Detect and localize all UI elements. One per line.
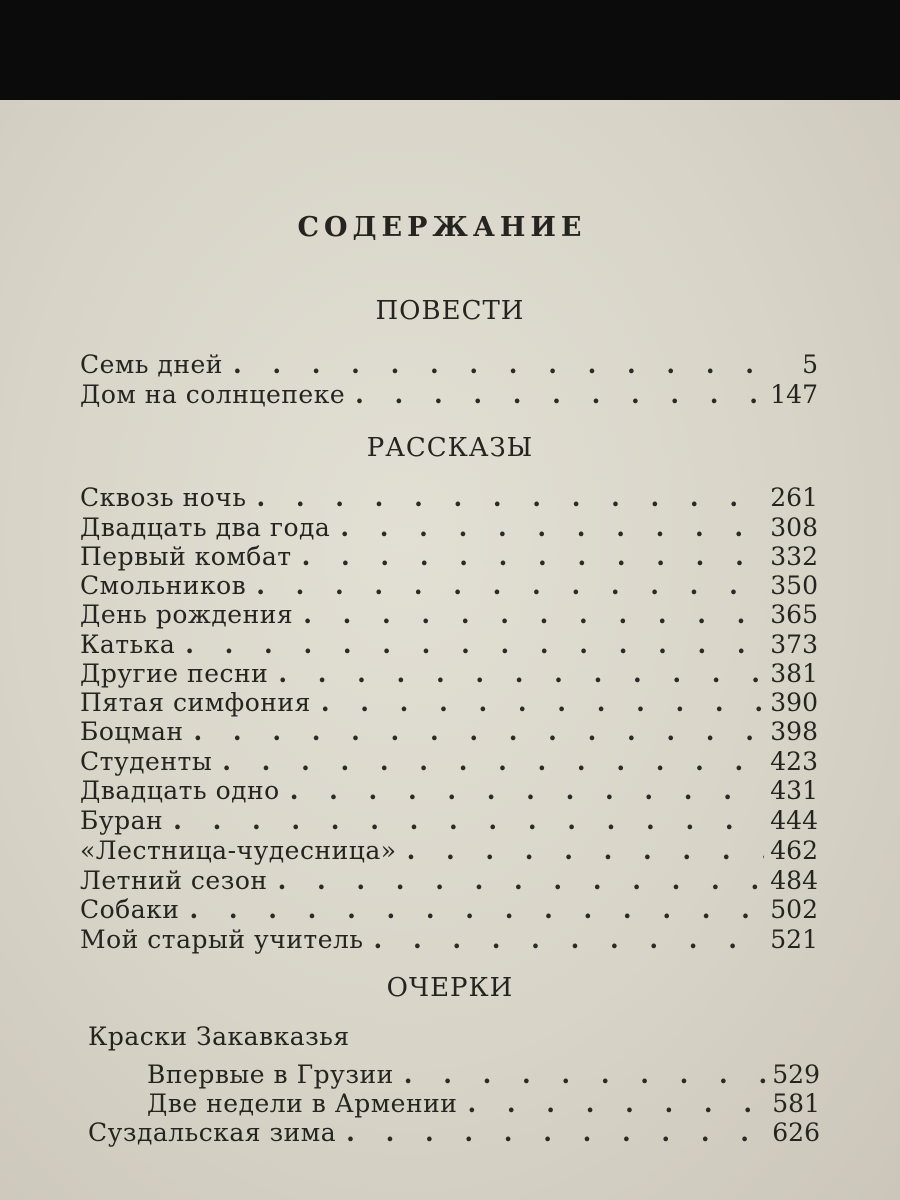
dot-leader bbox=[256, 571, 764, 601]
dot-leader bbox=[374, 925, 765, 955]
toc-entry bbox=[80, 659, 818, 689]
page-title: СОДЕРЖАНИЕ bbox=[297, 212, 587, 243]
dot-leader bbox=[278, 866, 765, 896]
toc-entry bbox=[80, 776, 818, 806]
dot-leader bbox=[321, 688, 764, 718]
dot-leader bbox=[173, 806, 764, 836]
entry-page-number: 308 bbox=[770, 513, 818, 542]
toc-entry bbox=[80, 380, 818, 410]
dot-leader bbox=[302, 542, 765, 572]
entry-title: Летний сезон bbox=[80, 866, 268, 895]
dot-leader bbox=[407, 836, 765, 866]
entry-title: Буран bbox=[80, 806, 164, 835]
entry-title: Другие песни bbox=[80, 659, 269, 688]
dot-leader bbox=[194, 717, 765, 747]
entry-title: Мой старый учитель bbox=[80, 925, 364, 954]
book-page bbox=[0, 100, 900, 1200]
entry-title: Катька bbox=[80, 630, 176, 659]
entry-page-number: 147 bbox=[770, 380, 818, 409]
entry-page-number: 484 bbox=[770, 866, 818, 895]
toc-entry bbox=[80, 925, 818, 955]
dot-leader bbox=[233, 350, 772, 380]
entry-page-number: 332 bbox=[770, 542, 818, 571]
entry-title: Сквозь ночь bbox=[80, 483, 247, 512]
entry-page-number: 261 bbox=[770, 483, 818, 512]
dot-leader bbox=[278, 659, 764, 689]
section-heading-ocherki: ОЧЕРКИ bbox=[386, 973, 514, 1003]
entry-page-number: 373 bbox=[770, 630, 818, 659]
entry-title: Суздальская зима bbox=[88, 1118, 337, 1147]
entry-title: Две недели в Армении bbox=[147, 1089, 458, 1118]
toc-subentry bbox=[147, 1060, 820, 1090]
toc-entry bbox=[80, 806, 818, 836]
entry-page-number: 444 bbox=[770, 806, 818, 835]
entry-title: «Лестница-чудесница» bbox=[80, 836, 397, 865]
dot-leader bbox=[355, 380, 764, 410]
entry-page-number: 365 bbox=[770, 600, 818, 629]
toc-entry bbox=[80, 717, 818, 747]
entry-title: Двадцать два года bbox=[80, 513, 331, 542]
entry-title: Впервые в Грузии bbox=[147, 1060, 394, 1089]
dot-leader bbox=[256, 483, 764, 513]
dot-leader bbox=[404, 1060, 766, 1090]
dot-leader bbox=[303, 600, 764, 630]
toc-entry bbox=[80, 688, 818, 718]
toc-subentry bbox=[147, 1089, 820, 1119]
entry-page-number: 529 bbox=[772, 1060, 820, 1089]
dot-leader bbox=[467, 1089, 766, 1119]
entry-page-number: 521 bbox=[770, 925, 818, 954]
entry-title: Дом на солнцепеке bbox=[80, 380, 346, 409]
dot-leader bbox=[346, 1118, 766, 1148]
entry-page-number: 398 bbox=[770, 717, 818, 746]
toc-entry bbox=[80, 513, 818, 543]
toc-entry bbox=[80, 350, 818, 380]
toc-entry bbox=[80, 483, 818, 513]
entry-title: День рождения bbox=[80, 600, 294, 629]
entry-title: Студенты bbox=[80, 747, 213, 776]
entry-page-number: 423 bbox=[770, 747, 818, 776]
entry-title: Смольников bbox=[80, 571, 247, 600]
section-heading-povesti: ПОВЕСТИ bbox=[375, 296, 525, 326]
entry-page-number: 626 bbox=[772, 1118, 820, 1147]
dot-leader bbox=[222, 747, 764, 777]
entry-group-title: Краски Закавказья bbox=[88, 1022, 350, 1051]
entry-page-number: 350 bbox=[770, 571, 818, 600]
toc-entry bbox=[80, 571, 818, 601]
entry-title: Собаки bbox=[80, 895, 180, 924]
dot-leader bbox=[185, 630, 764, 660]
section-heading-rasskazy: РАССКАЗЫ bbox=[366, 433, 534, 463]
dot-leader bbox=[290, 776, 765, 806]
dot-leader bbox=[189, 895, 764, 925]
entry-page-number: 390 bbox=[770, 688, 818, 717]
toc-entry bbox=[88, 1118, 820, 1148]
entry-page-number: 502 bbox=[770, 895, 818, 924]
toc-entry bbox=[80, 600, 818, 630]
entry-page-number: 431 bbox=[770, 776, 818, 805]
entry-title: Боцман bbox=[80, 717, 184, 746]
toc-entry bbox=[80, 895, 818, 925]
toc-entry bbox=[80, 866, 818, 896]
toc-entry bbox=[80, 542, 818, 572]
entry-title: Первый комбат bbox=[80, 542, 292, 571]
toc-entry bbox=[80, 836, 818, 866]
entry-page-number: 462 bbox=[770, 836, 818, 865]
entry-title: Двадцать одно bbox=[80, 776, 280, 805]
toc-entry bbox=[80, 747, 818, 777]
entry-page-number: 581 bbox=[772, 1089, 820, 1118]
entry-title: Семь дней bbox=[80, 350, 223, 379]
entry-page-number: 381 bbox=[770, 659, 818, 688]
dot-leader bbox=[340, 513, 764, 543]
entry-page-number: 5 bbox=[802, 350, 818, 379]
entry-title: Пятая симфония bbox=[80, 688, 311, 717]
toc-entry bbox=[80, 630, 818, 660]
